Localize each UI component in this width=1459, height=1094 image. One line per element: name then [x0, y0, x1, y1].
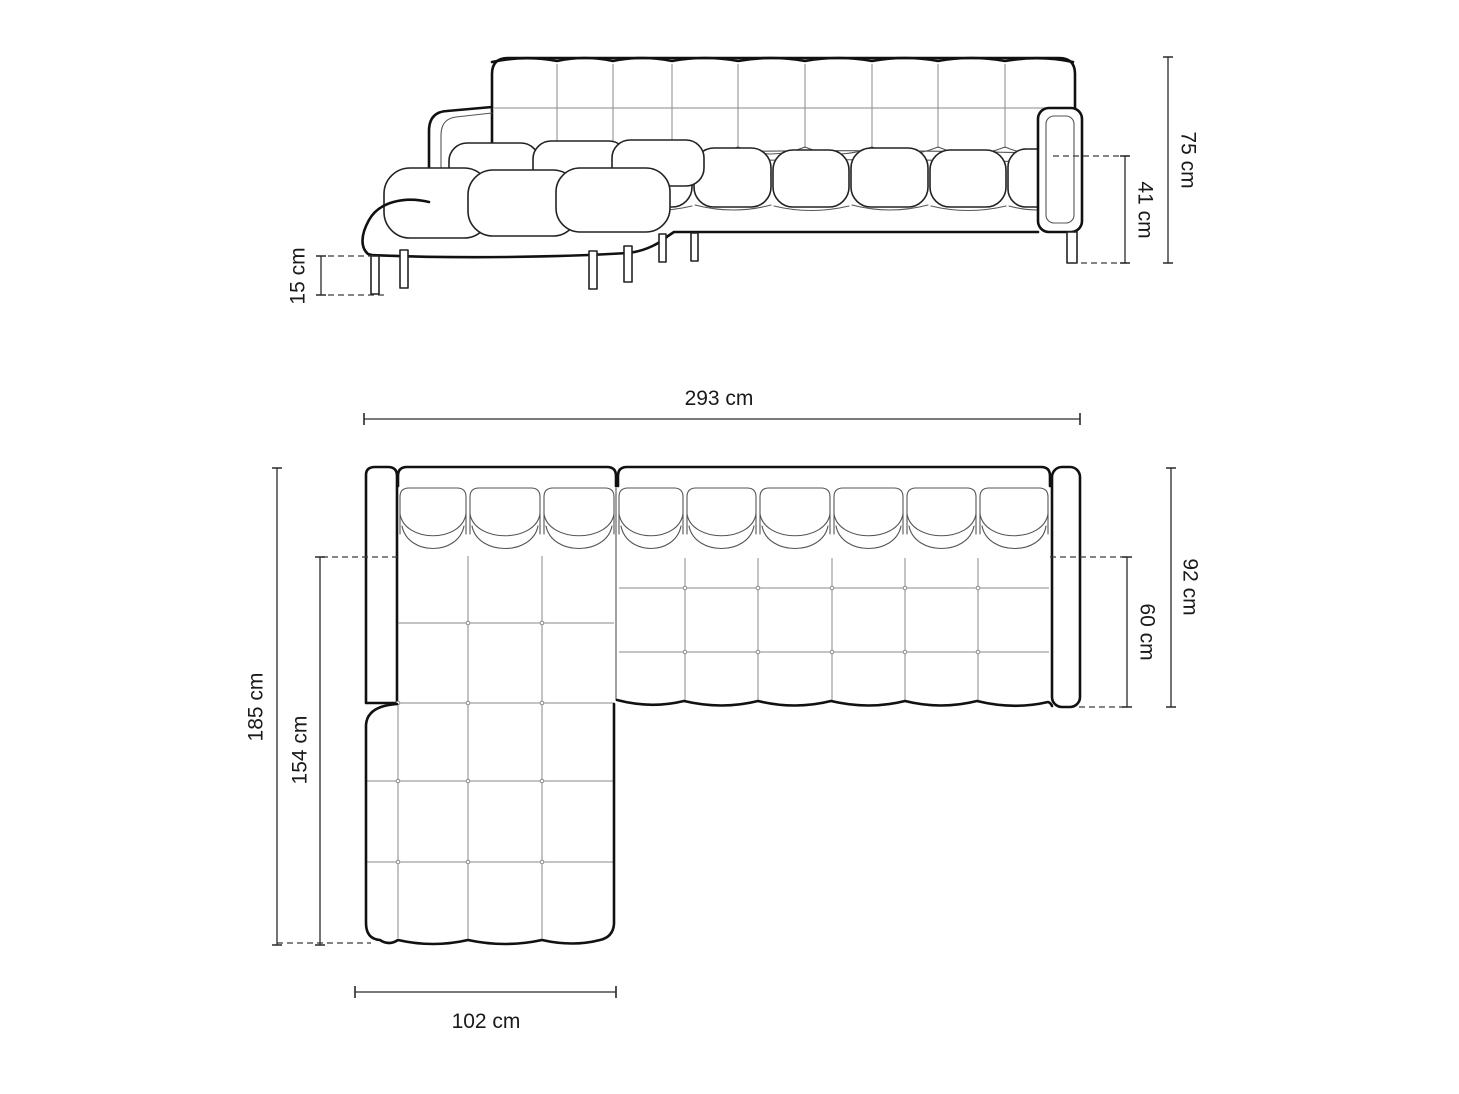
dim-total-depth [1166, 468, 1202, 707]
dim-seat-depth [1122, 557, 1159, 707]
dim-total-width [364, 387, 1080, 425]
dim-label-total-width: 293 cm [684, 387, 754, 410]
dim-label-seat-depth: 60 cm [1135, 603, 1159, 661]
dim-label-chaise-width: 102 cm [451, 1010, 521, 1033]
plan-right-armrest [1052, 467, 1080, 707]
dim-label-total-depth: 92 cm [1178, 558, 1202, 616]
dim-label-seat-height: 41 cm [1133, 181, 1157, 239]
chaise-front-pillows [384, 168, 670, 238]
plan-chaise-back-cushions [400, 488, 614, 549]
right-armrest [1038, 108, 1082, 232]
plan-tuft-buttons [396, 586, 980, 864]
dim-label-chaise-total-length: 185 cm [244, 672, 268, 742]
top-plan-view [244, 387, 1201, 1033]
dim-chaise-seat-length [288, 557, 325, 945]
dim-seat-height [1120, 156, 1157, 263]
plan-main-back-cushions [619, 488, 1048, 549]
plan-chaise-outline [366, 704, 614, 944]
backrest-vertical-seams [557, 64, 1005, 148]
plan-left-armrest [366, 467, 397, 703]
plan-chaise-back-strip [398, 467, 616, 486]
backrest-top-tufting [492, 58, 1073, 62]
dim-label-leg-height: 15 cm [286, 247, 310, 305]
dim-label-total-height: 75 cm [1176, 131, 1200, 189]
plan-seat-grid [367, 556, 1049, 939]
plan-main-back-strip [618, 467, 1050, 486]
front-view-legs [371, 232, 1077, 294]
dim-chaise-width [355, 986, 616, 1033]
front-elevation-view [286, 57, 1199, 305]
dim-leg-height [286, 247, 326, 304]
dim-chaise-total-length [244, 468, 282, 945]
dim-label-chaise-seat-length: 154 cm [288, 715, 312, 785]
dim-total-height [1163, 57, 1200, 263]
plan-main-front-edge [617, 700, 1052, 706]
